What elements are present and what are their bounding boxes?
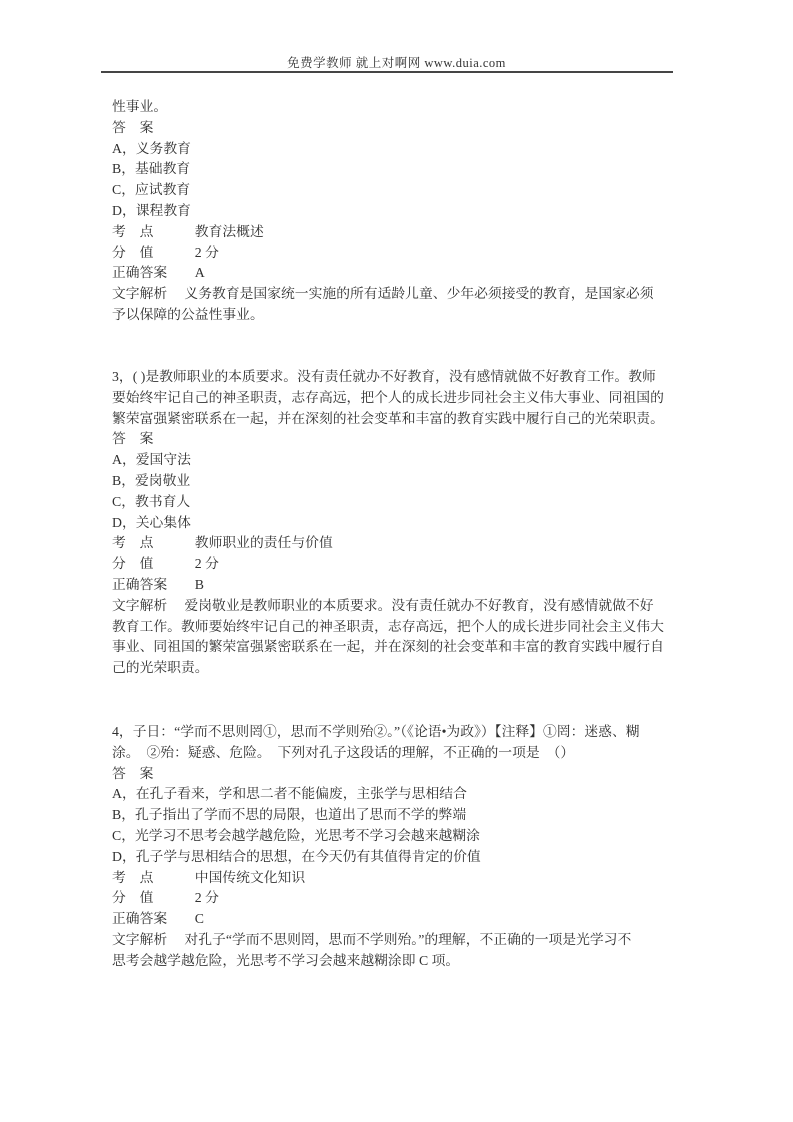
- text-line: 事业、同祖国的繁荣富强紧密联系在一起，并在深刻的社会变革和丰富的教育实践中履行自: [112, 639, 664, 655]
- text-line: 分 值 2 分: [112, 556, 219, 572]
- text-line: 文字解析 对孔子“学而不思则罔，思而不学则殆。”的理解，不正确的一项是光学习不: [112, 931, 632, 947]
- text-line: 分 值 2 分: [112, 244, 219, 260]
- section-question-2-continuation: [112, 97, 654, 326]
- text-line: 己的光荣职责。: [112, 660, 209, 676]
- text-line: 繁荣富强紧密联系在一起，并在深刻的社会变革和丰富的教育实践中履行自己的光荣职责。: [112, 410, 664, 426]
- text-line: 答 案: [112, 431, 154, 447]
- text-line: 文字解析 爱岗敬业是教师职业的本质要求。没有责任就办不好教育，没有感情就做不好: [112, 597, 654, 613]
- text-line: 4，子日：“学而不思则罔①，思而不学则殆②。”（《论语•为政》）【注释】①罔：迷惑、糊: [112, 724, 640, 739]
- text-line: C，教书育人: [112, 493, 191, 509]
- text-line: C，光学习不思考会越学越危险，光思考不学习会越来越糊涂: [112, 827, 480, 843]
- text-line: 正确答案 B: [112, 576, 204, 592]
- text-line: 涂。 ②殆：疑惑、危险。 下列对孔子这段话的理解，不正确的一项是 （）: [112, 744, 575, 760]
- header-text: 免费学教师 就上对啊网 www.duia.com: [287, 56, 506, 70]
- text-line: 正确答案 C: [112, 911, 204, 927]
- text-line: 考 点 中国传统文化知识: [112, 869, 306, 885]
- text-line: 答 案: [112, 765, 154, 781]
- text-line: B，爱岗敬业: [112, 472, 191, 488]
- text-line: 正确答案 A: [112, 265, 205, 281]
- section-question-4: [112, 722, 640, 972]
- text-line: C，应试教育: [112, 182, 191, 198]
- header-rule: [101, 71, 673, 73]
- text-line: 予以保障的公益性事业。: [112, 306, 264, 322]
- text-line: A，义务教育: [112, 140, 191, 156]
- text-line: D，关心集体: [112, 514, 191, 530]
- text-line: D，孔子学与思相结合的思想，在今天仍有其值得肯定的价值: [112, 848, 481, 864]
- text-line: 考 点 教师职业的责任与价值: [112, 535, 333, 551]
- text-line: 分 值 2 分: [112, 890, 219, 906]
- text-line: B，孔子指出了学而不思的局限，也道出了思而不学的弊端: [112, 807, 467, 823]
- text-line: 性事业。: [112, 99, 168, 114]
- text-line: 要始终牢记自己的神圣职责，志存高远，把个人的成长进步同社会主义伟大事业、同祖国的: [112, 389, 664, 405]
- text-line: A，爱国守法: [112, 452, 191, 468]
- text-line: D，课程教育: [112, 202, 191, 218]
- section-question-3: [112, 367, 664, 679]
- text-line: 文字解析 义务教育是国家统一实施的所有适龄儿童、少年必须接受的教育，是国家必须: [112, 286, 654, 302]
- text-line: 答 案: [112, 119, 154, 135]
- text-line: 考 点 教育法概述: [112, 223, 264, 239]
- text-line: B，基础教育: [112, 161, 191, 177]
- text-line: A，在孔子看来，学和思二者不能偏废，主张学与思相结合: [112, 786, 467, 802]
- page-header: [0, 53, 793, 71]
- text-line: 3，( )是教师职业的本质要求。没有责任就办不好教育，没有感情就做不好教育工作。教师: [112, 369, 656, 384]
- text-line: 教育工作。教师要始终牢记自己的神圣职责，志存高远，把个人的成长进步同社会主义伟大: [112, 618, 664, 634]
- text-line: 思考会越学越危险，光思考不学习会越来越糊涂即 C 项。: [112, 952, 460, 968]
